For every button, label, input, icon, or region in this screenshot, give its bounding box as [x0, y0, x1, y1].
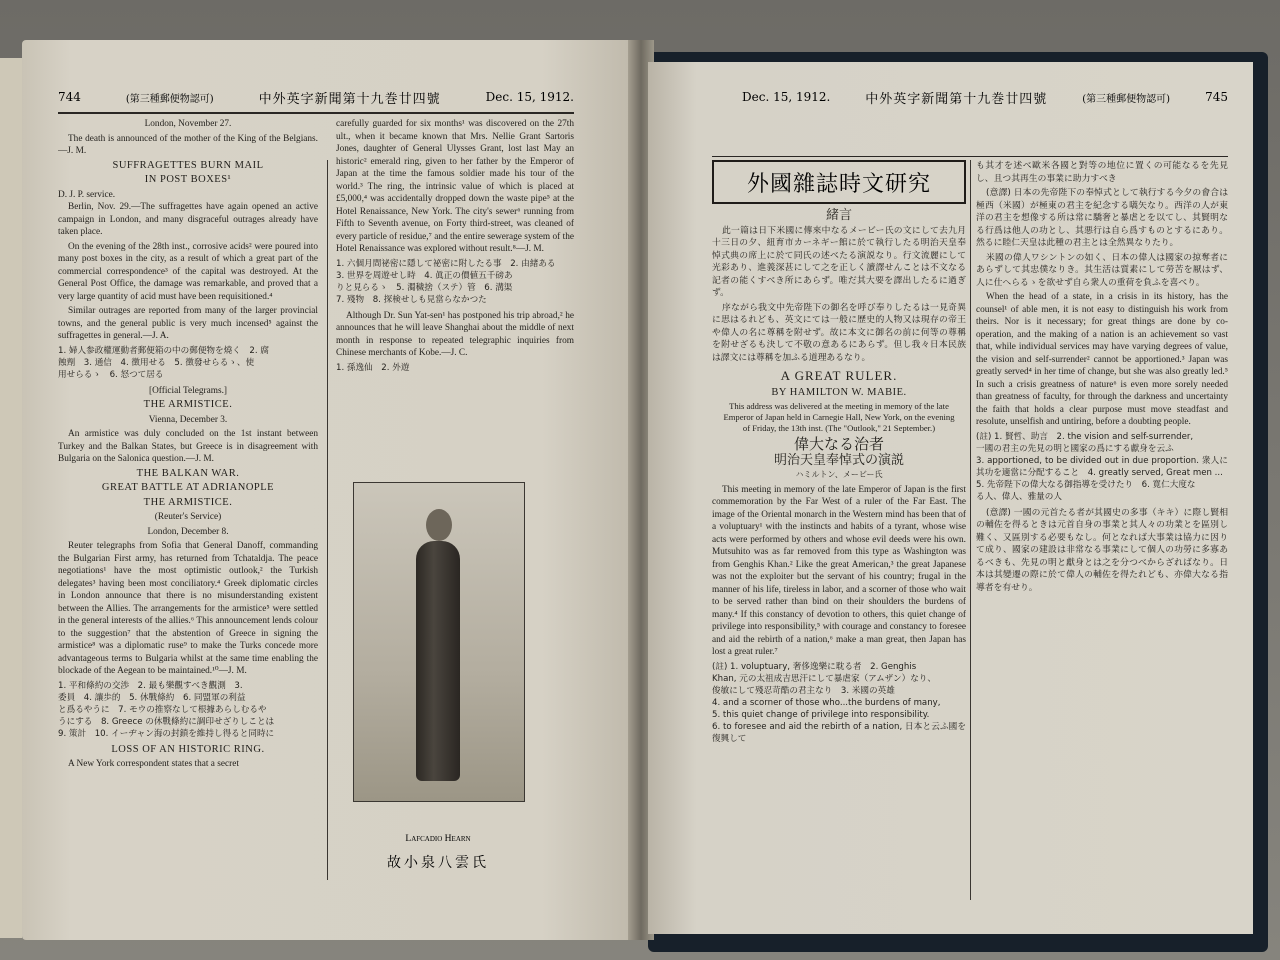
intro-heading: 緒言	[825, 208, 852, 223]
right-permit: (第三種郵便物認可)	[1082, 93, 1171, 105]
news-armistice: An armistice was duly concluded on the 1st instant between Turkey and the Balkan States, but Greece is in disagreement with Bulgaria on the Salonica question.—J. M.	[58, 429, 318, 464]
note-line: うにする 8. Greece の休戰條約に調印せざりしことは	[58, 716, 275, 727]
note-line: と爲るやうに 7. モウの推察なして根據あらしむるや	[58, 704, 267, 715]
news-suffragettes-p1: Berlin, Nov. 29.—The suffragettes have again opened an active campaign in London, and many disgraceful outrages already have taken place.	[58, 202, 318, 237]
translation-paragraph-2: 米國の偉人ワシントンの如く、日本の偉人は國家の掠奪者にあらずして其忠僕なりき。其生活は質素にして勞苦を厭はず、人に仕へらるゝを欲せず自ら衆人の重荷を負ふを喜べり。	[976, 252, 1228, 288]
headline-suffragettes-1: SUFFRAGETTES BURN MAIL	[112, 159, 264, 171]
note-line: 蝕劑 3. 通信 4. 徴用せる 5. 徴發せらるゝ、使	[58, 357, 255, 368]
notes-suffragettes	[58, 345, 318, 381]
right-date: Dec. 15, 1912.	[742, 90, 831, 104]
jp-article-author: ハミルトン、メービー氏	[795, 470, 883, 479]
notes-ring	[336, 258, 574, 306]
news-suffragettes-p2: On the evening of the 28th inst., corrosive acids² were poured into many post boxes in the city, as a result of which a great part of the commercial correspondence³ of the capital was destroyed. At the General Post Office, the damage was remarkable, and proved that a very large quantity of acid must have been requisitioned.⁴	[58, 241, 318, 302]
news-sun-yat-sen: Although Dr. Sun Yat-sen¹ has postponed his trip abroad,² he announces that he will leave Shanghai about the middle of next month in response to repeated telegraphic inquiries from Chinese merchants of Kobe.—J. C.	[336, 310, 574, 358]
dateline-vienna: Vienna, December 3.	[148, 414, 228, 425]
note-line: 1. 婦人参政權運動者郵便箱の中の郵便物を燒く 2. 腐	[58, 345, 269, 356]
article-paragraph-1: This meeting in memory of the late Emperor of Japan is the first commemoration by the Far West of a ruler of the Far East. The image of the Oriental monarch in the Western mind has been that of a voluptuary¹ with the instincts and habits of a tyrant, whose wise acts were performed by others and whose evil deeds were his own. Mutsuhito was as far removed from this type as Washington was from Genghis Khan.² Like the great American,³ the great Japanese was not the exploiter but the servant of his country; frugal in the manner of his life, tireless in labor, and a scorner of those who wait to be served rather than bind on their shoulders the burdens of many.⁴ If this constancy of devotion to others, this quiet change of privilege into responsibility,⁵ with courage and constancy to foresee and aid the rebirth of a nation,⁶ make a man great, then Japan has lost a great ruler.⁷	[712, 484, 966, 657]
article-notes-1	[712, 661, 966, 745]
right-column-1	[712, 206, 966, 918]
left-permit: (第三種郵便物認可)	[125, 93, 214, 105]
article-intro: This address was delivered at the meeting in memory of the late Emperor of Japan held in Carnegie Hall, New York, on the evening of Friday, the 13th inst. (The "Outlook," 21 September.)	[723, 401, 955, 433]
portrait-photo	[353, 482, 525, 802]
intro-paragraph-2: 序ながら我文中先帝陛下の御名を呼び奉りしたるは一見奇異に思はるれども、英文にては一般に歷史的人物又は現存の帝王や偉人の名に尊稱を附せず。故に本文に御名の前に何等の尊稱を附せざるも決して不敬の意あるにあらず。但し我々日本民族は譯文には尊稱を加ふる道理あるなり。	[712, 302, 966, 363]
right-journal-title: 中外英字新聞第十九巻廿四號	[865, 91, 1048, 107]
right-column-divider	[970, 160, 971, 900]
photo-caption-en: Lafcadio Hearn	[405, 834, 471, 844]
photo-caption-jp: 故小泉八雲氏	[387, 855, 489, 871]
dateline-london: London, November 27.	[144, 119, 232, 129]
translation-paragraph-3: (意譯) 一國の元首たる者が其國史の多事（キキ）に際し賢相の輔佐を得るときは元首自身の事業と其人々の功業とを區別し難く、又區別する必要もなし。何となれば大事業は協力に因りて成り、國家の建設は非常なる事業にして個人の功勞に多寡あるべきも、先見の明と獻身とは之を分つべからざればなり。日本は其變遷の際に於て偉人の輔佐を得たれども、亦偉大なる指導者を有せり。	[976, 507, 1228, 593]
left-date: Dec. 15, 1912.	[485, 90, 574, 104]
jp-article-title: 偉大なる治者	[793, 435, 884, 453]
left-column-2	[336, 118, 574, 476]
headline-adrianople: GREAT BATTLE AT ADRIANOPLE	[101, 482, 275, 493]
note-line: (註) 1. 賢哲、助言 2. the vision and self-surrender,	[976, 431, 1194, 442]
left-page-header	[58, 86, 574, 108]
page-edges	[0, 58, 22, 938]
note-line: 6. to foresee and aid the rebirth of a nation, 日本と云ふ國を復興して	[712, 721, 966, 744]
notes-sun	[336, 362, 574, 374]
note-line: 5. this quiet change of privilege into responsibility.	[712, 709, 930, 720]
jp-article-subtitle: 明治天皇奉悼式の演説	[773, 452, 904, 468]
left-journal-title: 中外英字新聞第十九巻廿四號	[258, 91, 441, 107]
left-column-divider	[327, 160, 328, 880]
headline-suffragettes-2: IN POST BOXES¹	[144, 174, 232, 185]
headline-armistice-2: THE ARMISTICE.	[143, 496, 233, 508]
section-title: 外國雜誌時文研究	[712, 160, 966, 204]
article-paragraph-2: When the head of a state, in a crisis in its history, has the counsel¹ of able men, it is not easy to distinguish his work from theirs. Nor is it necessary; for great things are done by co-operation, and the making of a nation is an achievement so vast that, while individual services may have varying degrees of value, the vision and self-surrender² cannot be apportioned.³ Japan was greatly served⁴ in her time of change, but she was also greatly led.⁵ In such a crisis greatness of nature⁶ is even more sorely needed than greatness of faculty, for through the darkness and uncertainty the faith that holds a clear purpose must move steadfast and resolute, unselfish and untiring, before a doubting people.	[976, 292, 1228, 427]
official-telegrams: [Official Telegrams.]	[149, 385, 227, 396]
translation-paragraph-1: (意譯) 日本の先帝陛下の奉悼式として執行する今夕の會合は極西（米國）が極東の君主を紀念する嚆矢なり。西洋の人が東洋の君主を想像する所は常に驕奢と暴虐とを以てし、其賢明なる行爲は他人の功とし、其悪行は自ら爲すものとするにあり。然るに睦仁天皇は此種の君主とは全然異なりたり。	[976, 188, 1228, 248]
note-line: Khan, 元の太祖成吉思汗にして暴虐家（アムザン）なり、	[712, 673, 936, 684]
headline-armistice: THE ARMISTICE.	[143, 399, 233, 410]
news-belgians: The death is announced of the mother of the King of the Belgians.—J. M.	[58, 133, 318, 156]
note-line: りと見らるゝ 5. 濁穢捨（ステ）管 6. 溝渠	[336, 282, 513, 293]
news-suffragettes-p3: Similar outrages are reported from many of the larger provincial towns, and the general public is very much incensed⁵ against the suffragettes in general.—J. A.	[58, 306, 318, 341]
note-line: る人、偉人、雅量の人	[976, 491, 1062, 502]
note-line: 1. 平和條約の交渉 2. 最も樂觀すべき觀測 3.	[58, 680, 243, 691]
note-line: 4. and a scorner of those who...the burdens of many,	[712, 697, 941, 708]
note-line: 3. 世界を周遊せし時 4. 眞正の價値五千磅あ	[336, 270, 513, 281]
service-line: D. J. P. service.	[58, 189, 116, 200]
note-line: 9. 策計 10. イーヂャン海の封鎖を維持し得ると同時に	[58, 728, 275, 739]
notes-balkan	[58, 680, 318, 740]
note-line: 1. 孫逸仙 2. 外遊	[336, 362, 410, 373]
note-line: (註) 1. voluptuary, 奢侈逸樂に耽る者 2. Genghis	[712, 661, 917, 672]
dateline-london-2: London, December 8.	[147, 526, 229, 537]
right-page-header	[742, 86, 1228, 108]
note-line: 5. 先帝陛下の偉大なる御指導を受けたり 6. 寬仁大度な	[976, 479, 1196, 490]
note-line: 3. apportioned, to be divided out in due proportion. 衆人に其功を適當に分配すること 4. greatly served, Great men ...	[976, 455, 1228, 478]
translation-continued: も其才を述べ歐米各國と對等の地位に置くの可能なるを先見し、且つ其再生の事業に助力すべき	[976, 161, 1228, 184]
note-line: 用せらるゝ 6. 怒つて居る	[58, 369, 164, 380]
left-header-rule	[58, 112, 574, 114]
note-line: 俊敏にして殘忍苛酷の君主なり 3. 米國の英雄	[712, 685, 895, 696]
left-page-number: 744	[58, 90, 81, 104]
right-header-rule	[712, 156, 1228, 157]
portrait-figure	[416, 541, 460, 781]
portrait-head	[426, 509, 452, 541]
reuters-service: (Reuter's Service)	[154, 512, 222, 522]
article-notes-2	[976, 431, 1228, 503]
note-line: 一國の君主の先見の明と國家の爲にする獻身を云ふ	[976, 443, 1174, 454]
headline-historic-ring: LOSS OF AN HISTORIC RING.	[111, 743, 265, 755]
note-line: 委員 4. 讓歩的 5. 休戰條約 6. 同盟軍の利益	[58, 692, 246, 703]
article-byline: BY HAMILTON W. MABIE.	[771, 386, 907, 398]
article-title: A GREAT RULER.	[780, 368, 898, 383]
news-ring-body: carefully guarded for six months¹ was discovered on the 27th ult., when it became known that Mrs. Nellie Grant Sartoris Jones, daughter of General Ulysses Grant, lost last May an historic² emerald ring, given to her father by the Emperor of Japan at the time the famous soldier made his tour of the world.³ The ring, the intrinsic value of which is placed at £5,000,⁴ was accidentally dropped down the waste pipe⁵ at the Hotel Renaissance, New York. The city's sewer⁶ running from Fifth to Seventh avenue, on Forty third-street, was cleaned of every particle of residue,⁷ and the entire sewerage system of the Hotel Renaissance was explored without result.⁸—J. M.	[336, 119, 574, 254]
left-column-1	[58, 118, 318, 898]
note-line: 1. 六個月間祕密に隱して祕密に附したる事 2. 由緒ある	[336, 258, 556, 269]
news-balkan: Reuter telegraphs from Sofia that General Danoff, commanding the Bulgarian First army, has returned from Tchataldja. The peace negotiations¹ have the most optimistic outlook,² the Turkish delegates³ having been most conciliatory.⁴ Greek diplomatic circles in London announce that there is no misunderstanding existent between the Allies. The arrangements for the armistice⁵ were settled in the general interests of the allies.⁶ This announcement lends colour to the suggestion⁷ that the abstention of Greece in signing the armistice⁸ was a diplomatic ruse⁹ to make the Turks concede more advantageous terms to Bulgaria whilst at the same time enabling the blockade of the Aegean to be maintained.¹⁰—J. M.	[58, 541, 318, 676]
intro-paragraph-1: 此一篇は日下米國に傳來中なるメービー氏の文にして去九月十三日の夕、紐育市カーネギー館に於て執行したる明治天皇奉悼式典の席上に於て同氏の述べたる演説なり。行文流麗にして光彩あり、進義深甚にして之を正しく讀譯せんことは不文なる記者の能くすべき所にあらず。唯だ其大要を譯出したるに過ぎず。	[712, 225, 966, 298]
headline-balkan-war: THE BALKAN WAR.	[136, 467, 240, 479]
note-line: 7. 殘物 8. 探検せしも見當らなかつた	[336, 294, 487, 305]
right-column-2	[976, 160, 1228, 910]
news-ring-start: A New York correspondent states that a secret	[68, 759, 239, 769]
right-page-number: 745	[1205, 90, 1228, 104]
